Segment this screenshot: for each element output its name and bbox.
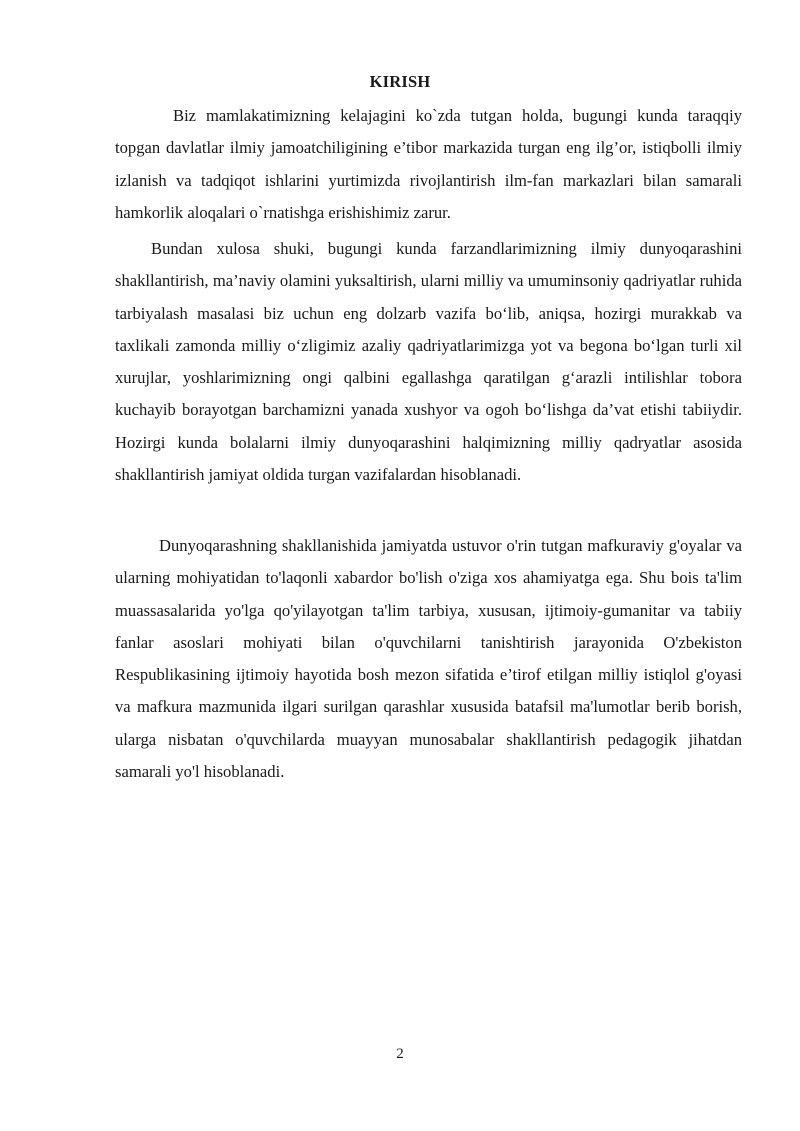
page-number: 2 — [396, 1046, 404, 1062]
paragraph-3: Dunyoqarashning shakllanishida jamiyatda ustuvor o'rin tutgan mafkuraviy g'oyalar va ularning mohiyatidan to'laqonli xabardor bo'lish o'ziga xos ahamiyatga ega. Shu bois ta'lim muassasalarida yo'lga qo'yilayotgan ta'lim tarbiya, xususan, ijtimoiy-gumanitar va tabiiy fanlar asoslari mohiyati bilan o'quvchilarni tanishtirish jarayonida O'zbekiston Respublikasining ijtimoiy hayotida bosh mezon sifatida e’tirof etilgan milliy istiqlol g'oyasi va mafkura mazmunida ilgari surilgan qarashlar xususida batafsil ma'lumotlar berib borish, ularga nisbatan o'quvchilarda muayyan munosabalar shakllantirish pedagogik jihatdan samarali yo'l hisoblanadi. — [115, 536, 742, 782]
paragraph-1: Biz mamlakatimizning kelajagini ko`zda tutgan holda, bugungi kunda taraqqiy topgan davlatlar ilmiy jamoatchiligining e’tibor markazida turgan eng ilg’or, istiqbolli ilmiy izlanish va tadqiqot ishlarini yurtimizda rivojlantirish ilm-fan markazlari bilan samarali hamkorlik aloqalari o`rnatishga erishishimiz zarur. — [115, 106, 742, 222]
paragraph-2: Bundan xulosa shuki, bugungi kunda farzandlarimizning ilmiy dunyoqarashini shakllantirish, ma’naviy olamini yuksaltirish, ularni milliy va umuminsoniy qadriyatlar ruhida tarbiyalash masalasi biz uchun eng dolzarb vazifa bo‘lib, aniqsa, hozirgi murakkab va taxlikali zamonda milliy o‘zligimiz azaliy qadriyatlarimizga yot va begona bo‘lgan turli xil xurujlar, yoshlarimizning ongi qalbini egallashga qaratilgan g‘arazli intilishlar tobora kuchayib borayotgan barchamizni yanada xushyor va ogoh bo‘lishga da’vat etishi tabiiydir. Hozirgi kunda bolalarni ilmiy dunyoqarashini halqimizning milliy qadryatlar asosida shakllantirish jamiyat oldida turgan vazifalardan hisoblanadi. — [115, 239, 742, 485]
document-title: KIRISH — [369, 72, 431, 91]
